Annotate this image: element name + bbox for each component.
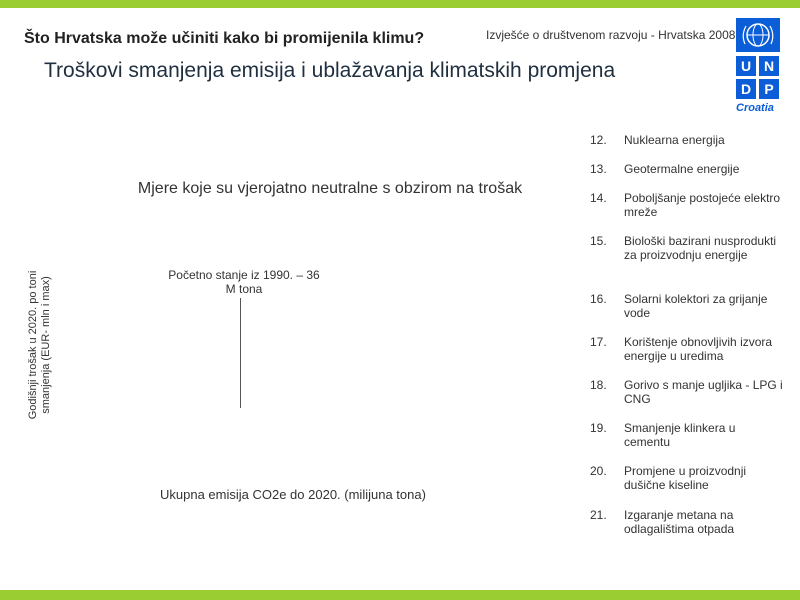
legend-text: Poboljšanje postojeće elektro mreže (624, 191, 781, 219)
legend-number: 18. (590, 378, 607, 392)
legend-number: 16. (590, 292, 607, 306)
logo-letter-p: P (759, 79, 779, 99)
legend-number: 12. (590, 133, 607, 147)
legend-text: Nuklearna energija (624, 133, 725, 147)
legend-number: 20. (590, 464, 607, 478)
slide-question: Što Hrvatska može učiniti kako bi promijenila klimu? (24, 30, 425, 47)
report-title: Izvješće o društvenom razvoju - Hrvatska 2008 (486, 28, 736, 42)
bottom-accent-bar (0, 590, 800, 600)
logo-letter-n: N (759, 56, 779, 76)
logo-letter-d: D (736, 79, 756, 99)
legend-text: Solarni kolektori za grijanje vode (624, 292, 768, 320)
page-title: Troškovi smanjenja emisija i ublažavanja klimatskih promjena (44, 59, 616, 82)
legend-text: Biološki bazirani nusprodukti za proizvodnju energije (624, 234, 777, 262)
legend-text: Korištenje obnovljivih izvora energije u uredima (624, 335, 773, 363)
legend-number: 14. (590, 191, 607, 205)
legend-number: 15. (590, 234, 607, 248)
legend-number: 21. (590, 508, 607, 522)
y-axis-label: Godišnji trošak u 2020. po toni smanjenja (EUR- mln i max) (27, 270, 52, 420)
legend-text: Gorivo s manje ugljika - LPG i CNG (624, 378, 783, 406)
x-axis-label: Ukupna emisija CO2e do 2020. (milijuna tona) (160, 487, 426, 502)
top-accent-bar (0, 0, 800, 8)
logo-letter-u: U (736, 56, 756, 76)
logo-country: Croatia (736, 102, 774, 114)
legend-text: Geotermalne energije (624, 162, 740, 176)
legend-number: 17. (590, 335, 607, 349)
baseline-label: Početno stanje iz 1990. – 36 M tona (168, 268, 320, 296)
legend-number: 13. (590, 162, 607, 176)
baseline-marker-line (240, 298, 241, 408)
legend-text: Promjene u proizvodnji dušične kiseline (624, 464, 747, 492)
legend-text: Izgaranje metana na odlagalištima otpada (624, 508, 735, 536)
legend-number: 19. (590, 421, 607, 435)
chart-heading: Mjere koje su vjerojatno neutralne s obzirom na trošak (137, 180, 523, 197)
un-emblem-icon (736, 18, 780, 52)
legend-text: Smanjenje klinkera u cementu (624, 421, 736, 449)
undp-logo (736, 18, 780, 114)
